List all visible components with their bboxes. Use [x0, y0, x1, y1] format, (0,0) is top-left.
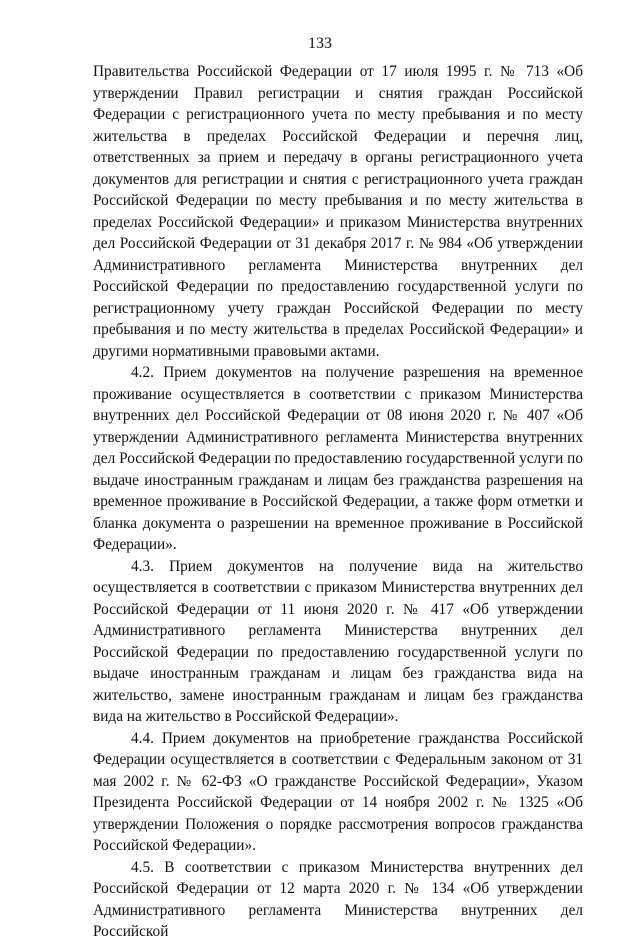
paragraph-continuation: Правительства Российской Федерации от 17 июля 1995 г. № 713 «Об утверждении Правил регистрации и снятия граждан Российской Федерации с регистрационного учета по месту пребывания и по месту жительства в пределах Российской Федерации и перечня лиц, ответственных за прием и передачу в органы регистрационного учета документов для регистрации и снятия с регистрационного учета граждан Российской Федерации по месту пребывания и по месту жительства в пределах Российской Федерации» и приказом Министерства внутренних дел Российской Федерации от 31 декабря 2017 г. № 984 «Об утверждении Административного регламента Министерства внутренних дел Российской Федерации по предоставлению государственной услуги по регистрационному учету граждан Российской Федерации по месту пребывания и по месту жительства в пределах Российской Федерации» и другими нормативными правовыми актами. [93, 63, 583, 360]
paragraph-4-2: 4.2. Прием документов на получение разрешения на временное проживание осуществляется в соответствии с приказом Министерства внутренних дел Российской Федерации от 08 июня 2020 г. № 407 «Об утверждении Административного регламента Министерства внутренних дел Российской Федерации по предоставлению государственной услуги по выдаче иностранным гражданам и лицам без гражданства разрешения на временное проживание в Российской Федерации, а также форм отметки и бланка документа о разрешении на временное проживание в Российской Федерации». [93, 364, 583, 553]
paragraph-4-4: 4.4. Прием документов на приобретение гражданства Российской Федерации осуществляется в соответствии с Федеральным законом от 31 мая 2002 г. № 62-ФЗ «О гражданстве Российской Федерации», Указом Президента Российской Федерации от 14 ноября 2002 г. № 1325 «Об утверждении Положения о порядке рассмотрения вопросов гражданства Российской Федерации». [93, 729, 583, 854]
paragraph-4-5: 4.5. В соответствии с приказом Министерства внутренних дел Российской Федерации от 12 марта 2020 г. № 134 «Об утверждении Административного регламента Министерства внутренних дел Российской [93, 858, 583, 940]
page-number: 133 [308, 35, 332, 52]
document-body [93, 61, 583, 943]
paragraph-4-3: 4.3. Прием документов на получение вида на жительство осуществляется в соответствии с приказом Министерства внутренних дел Российской Федерации от 11 июня 2020 г. № 417 «Об утверждении Административного регламента Министерства внутренних дел Российской Федерации по предоставлению государственной услуги по выдаче иностранным гражданам и лицам без гражданства вида на жительство, замене иностранным гражданам и лицам без гражданства вида на жительство в Российской Федерации». [93, 557, 583, 725]
